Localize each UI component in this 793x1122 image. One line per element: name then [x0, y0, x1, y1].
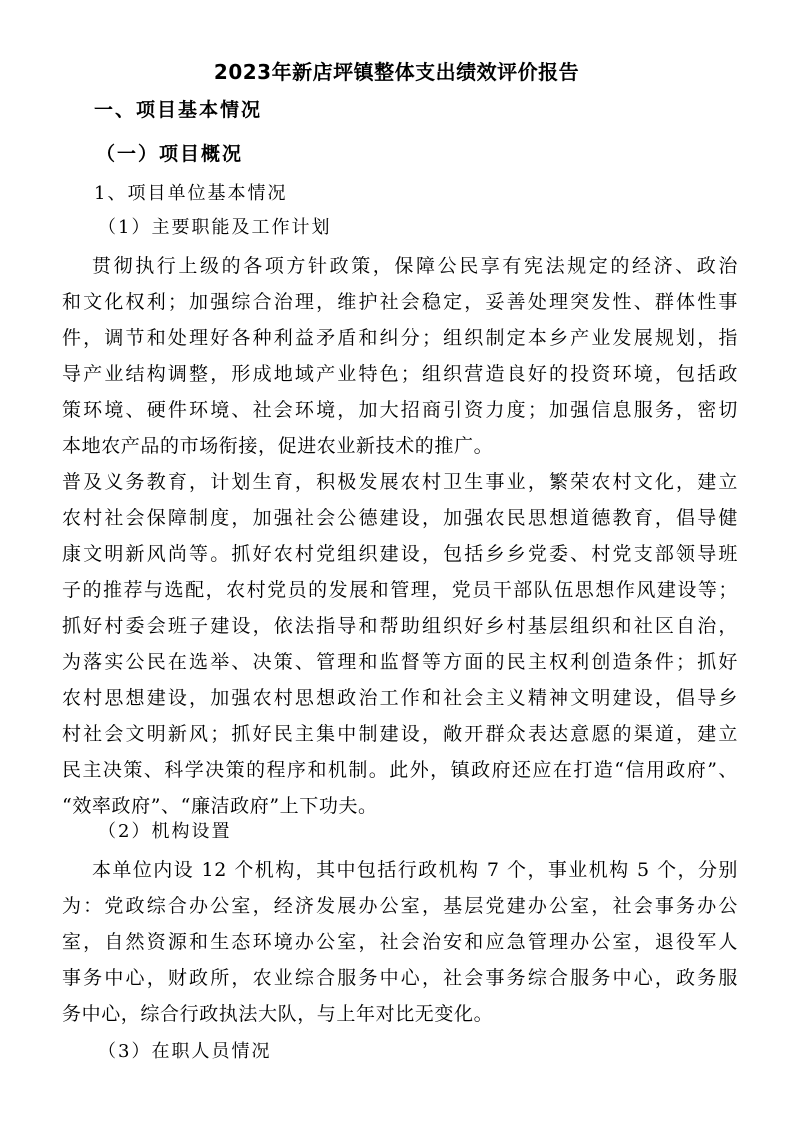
paragraph-line: 本单位内设 12 个机构，其中包括行政机构 7 个，事业机构 5 个，分别: [92, 859, 738, 881]
paragraph-line: 为：党政综合办公室，经济发展办公室，基层党建办公室，社会事务办公: [62, 895, 738, 917]
paragraph-line: 件，调节和处理好各种利益矛盾和纠分；组织制定本乡产业发展规划，指: [62, 327, 738, 349]
paragraph-work-plan: [62, 464, 738, 824]
paragraph-line: 农村社会保障制度，加强社会公德建设，加强农民思想道德教育，倡导健: [62, 507, 738, 529]
paragraph-line: 导产业结构调整，形成地域产业特色；组织营造良好的投资环境，包括政: [62, 363, 738, 385]
paragraph-line: 民主决策、科学决策的程序和机制。此外，镇政府还应在打造“信用政府”、: [62, 759, 738, 781]
paragraph-line: 子的推荐与选配，农村党员的发展和管理，党员干部队伍思想作风建设等；: [62, 579, 738, 601]
paragraph-line: 为落实公民在选举、决策、管理和监督等方面的民主权利创造条件；抓好: [62, 651, 738, 673]
paragraph-line: 村社会文明新风；抓好民主集中制建设，敞开群众表达意愿的渠道，建立: [62, 723, 738, 745]
paragraph-line: 普及义务教育，计划生育，积极发展农村卫生事业，繁荣农村文化，建立: [62, 471, 738, 493]
paragraph-line: 抓好村委会班子建设，依法指导和帮助组织好乡村基层组织和社区自治，: [62, 615, 738, 637]
paragraph-functions: [62, 248, 738, 464]
item-heading-unit-info: 1、项目单位基本情况: [94, 183, 288, 204]
paragraph-line: 贯彻执行上级的各项方针政策，保障公民享有宪法规定的经济、政治: [92, 255, 738, 277]
paragraph-line: 农村思想建设，加强农村思想政治工作和社会主义精神文明建设，倡导乡: [62, 687, 738, 709]
item-heading-organization: （2）机构设置: [98, 821, 232, 842]
subsection-heading-overview: （一）项目概况: [96, 143, 244, 165]
paragraph-line: 和文化权利；加强综合治理，维护社会稳定，妥善处理突发性、群体性事: [62, 291, 738, 313]
paragraph-line: 室，自然资源和生态环境办公室，社会治安和应急管理办公室，退役军人: [62, 931, 738, 953]
paragraph-line: 本地农产品的市场衔接，促进农业新技术的推广。: [62, 435, 494, 457]
item-heading-staff: （3）在职人员情况: [98, 1041, 272, 1062]
item-heading-functions: （1）主要职能及工作计划: [98, 217, 332, 238]
paragraph-line: 务中心，综合行政执法大队，与上年对比无变化。: [62, 1003, 494, 1025]
paragraph-line: 事务中心，财政所，农业综合服务中心，社会事务综合服务中心，政务服: [62, 967, 738, 989]
paragraph-organization: [62, 852, 738, 1032]
paragraph-line: 策环境、硬件环境、社会环境，加大招商引资力度；加强信息服务，密切: [62, 399, 738, 421]
section-heading-basic-info: 一、项目基本情况: [94, 99, 263, 121]
paragraph-line: 康文明新风尚等。抓好农村党组织建设，包括乡乡党委、村党支部领导班: [62, 543, 738, 565]
document-title: 2023年新店坪镇整体支出绩效评价报告: [213, 60, 580, 84]
paragraph-line: “效率政府”、“廉洁政府”上下功夫。: [62, 795, 378, 817]
